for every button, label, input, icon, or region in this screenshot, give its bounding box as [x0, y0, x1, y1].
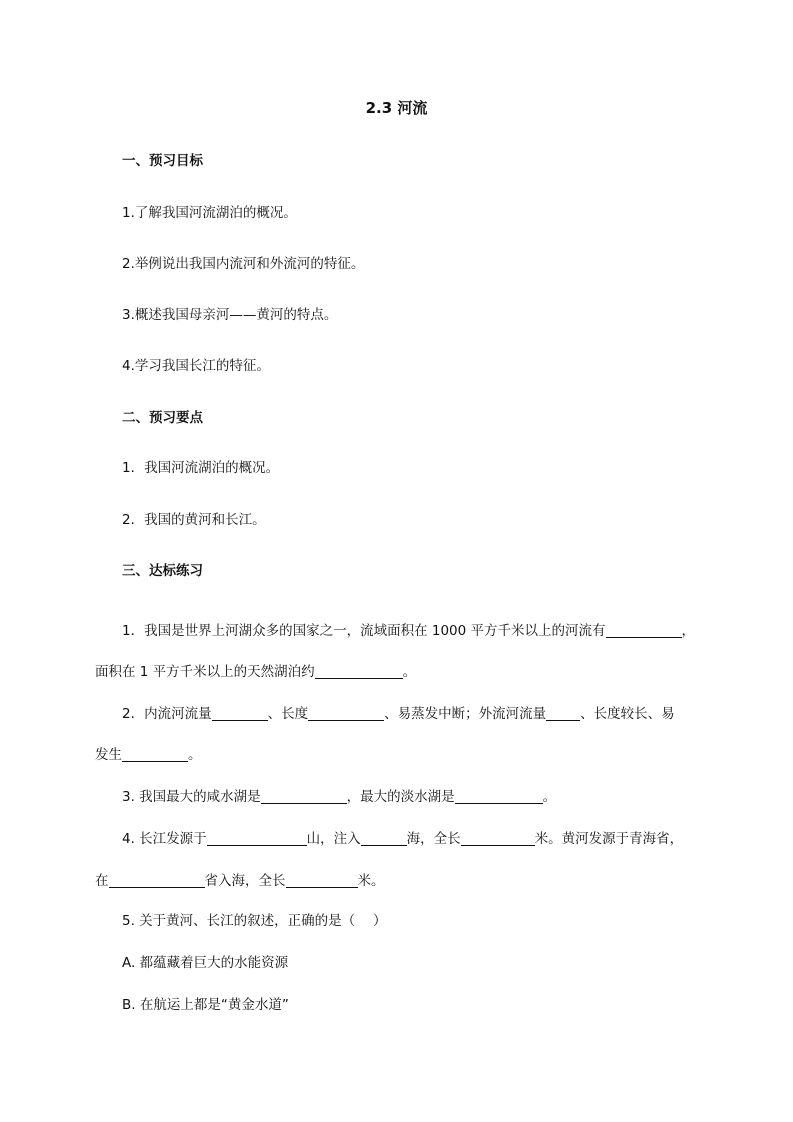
question-5-option-b[interactable]: B. 在航运上都是“黄金水道” [122, 997, 289, 1013]
question-1-text-b: ， [681, 623, 696, 639]
question-4-text-c: 海，全长 [406, 831, 461, 847]
answer-blank[interactable] [546, 706, 580, 721]
answer-blank[interactable] [109, 873, 205, 888]
question-2-text-e: 发生 [95, 747, 122, 763]
answer-blank[interactable] [361, 831, 407, 846]
question-2-text-c: 、易蒸发中断；外流河流量 [384, 706, 547, 722]
question-4-line-2 [95, 871, 385, 891]
answer-blank[interactable] [455, 789, 543, 804]
goal-item-2: 2.举例说出我国内流河和外流河的特征。 [122, 256, 365, 272]
question-2-text-b: 、长度 [267, 706, 309, 722]
question-5-stem: 5. 关于黄河、长江的叙述，正确的是（ ） [122, 913, 387, 929]
section-heading-goals: 一、预习目标 [122, 153, 203, 169]
question-2-text-d: 、长度较长、易 [580, 706, 675, 722]
answer-blank[interactable] [315, 664, 403, 679]
answer-blank[interactable] [207, 831, 307, 846]
question-4-text-d: 米。黄河发源于青海省， [534, 831, 684, 847]
question-2-text-a: 2．内流河流量 [122, 706, 212, 722]
goal-item-3: 3.概述我国母亲河——黄河的特点。 [122, 307, 338, 323]
question-4-text-f: 省入海，全长 [204, 873, 286, 889]
question-1-text-c: 面积在 1 平方千米以上的天然湖泊约 [95, 664, 315, 680]
question-3-text-a: 3. 我国最大的咸水湖是 [122, 789, 261, 805]
section-heading-points: 二、预习要点 [122, 410, 203, 426]
question-2-line-2 [95, 745, 202, 765]
answer-blank[interactable] [212, 706, 268, 721]
answer-blank[interactable] [122, 747, 188, 762]
page-title: 2.3 河流 [365, 99, 428, 117]
answer-blank[interactable] [308, 706, 384, 721]
question-3-text-c: 。 [542, 789, 557, 805]
answer-blank[interactable] [286, 873, 358, 888]
question-3-text-b: ，最大的淡水湖是 [346, 789, 455, 805]
point-item-1: 1．我国河流湖泊的概况。 [122, 460, 280, 476]
question-1-line-2 [95, 662, 416, 682]
question-1-line-1 [122, 621, 695, 641]
answer-blank[interactable] [606, 623, 682, 638]
point-item-2: 2．我国的黄河和长江。 [122, 512, 266, 528]
section-heading-exercises: 三、达标练习 [122, 563, 203, 579]
question-4-line-1 [122, 829, 683, 849]
question-2-line-1 [122, 704, 675, 724]
question-4-text-a: 4. 长江发源于 [122, 831, 207, 847]
goal-item-1: 1.了解我国河流湖泊的概况。 [122, 205, 297, 221]
question-4-text-e: 在 [95, 873, 109, 889]
question-5-option-a[interactable]: A. 都蕴藏着巨大的水能资源 [122, 955, 289, 971]
answer-blank[interactable] [261, 789, 347, 804]
goal-item-4: 4.学习我国长江的特征。 [122, 358, 270, 374]
question-3 [122, 787, 556, 807]
question-4-text-g: 米。 [357, 873, 385, 889]
question-2-text-f: 。 [188, 747, 202, 763]
question-4-text-b: 山，注入 [306, 831, 361, 847]
answer-blank[interactable] [461, 831, 535, 846]
question-1-text-a: 1．我国是世界上河湖众多的国家之一，流域面积在 1000 平方千米以上的河流有 [122, 623, 606, 639]
question-1-text-d: 。 [402, 664, 417, 680]
